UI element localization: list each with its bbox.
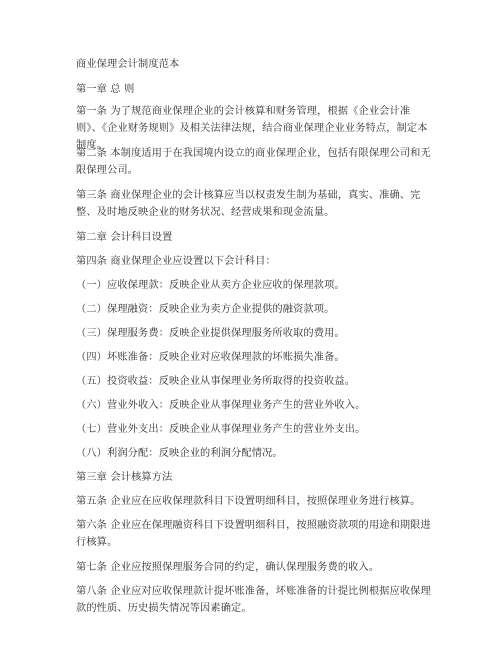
list-item: （一）应收保理款：反映企业从卖方企业应收的保理款项。 xyxy=(76,280,345,291)
list-item: （八）利润分配：反映企业的利润分配情况。 xyxy=(76,448,283,459)
article-paragraph: 第五条 企业应在应收保理款科目下设置明细科目，按照保理业务进行核算。 xyxy=(76,496,421,507)
chapter-heading: 第二章 会计科目设置 xyxy=(76,232,173,243)
article-paragraph: 第八条 企业应对应收保理款计提坏账准备，坏账准备的计提比例根据应收保理款的性质、历史损失情况等因素确定。 xyxy=(76,586,431,614)
article-paragraph: 第七条 企业应按照保理服务合同的约定，确认保理服务费的收入。 xyxy=(76,562,380,573)
list-item: （六）营业外收入：反映企业从事保理业务产生的营业外收入。 xyxy=(76,400,366,411)
article-paragraph: 第一条 为了规范商业保理企业的会计核算和财务管理，根据《企业会计准则》、《企业财务规则》及相关法律法规，结合商业保理企业业务特点，制定本制度。 xyxy=(76,106,428,151)
list-item: （三）保理服务费：反映企业提供保理服务所收取的费用。 xyxy=(76,328,345,339)
article-paragraph: 第三条 商业保理企业的会计核算应当以权责发生制为基础，真实、准确、完整、及时地反映企业的财务状况、经营成果和现金流量。 xyxy=(76,190,421,218)
list-item: （七）营业外支出：反映企业从事保理业务产生的营业外支出。 xyxy=(76,424,366,435)
article-paragraph: 第六条 企业应在保理融资科目下设置明细科目，按照融资款项的用途和期限进行核算。 xyxy=(76,520,431,548)
list-item: （五）投资收益：反映企业从事保理业务所取得的投资收益。 xyxy=(76,376,356,387)
list-item: （二）保理融资：反映企业为卖方企业提供的融资款项。 xyxy=(76,304,335,315)
article-paragraph: 第四条 商业保理企业应设置以下会计科目： xyxy=(76,256,276,267)
chapter-heading: 第一章 总 则 xyxy=(76,84,135,95)
chapter-heading: 第三章 会计核算方法 xyxy=(76,472,173,483)
list-item: （四）坏账准备：反映企业对应收保理款的坏账损失准备。 xyxy=(76,352,345,363)
document-title: 商业保理会计制度范本 xyxy=(76,59,180,70)
article-paragraph: 第二条 本制度适用于在我国境内设立的商业保理企业，包括有限保理公司和无限保理公司。 xyxy=(76,148,431,176)
